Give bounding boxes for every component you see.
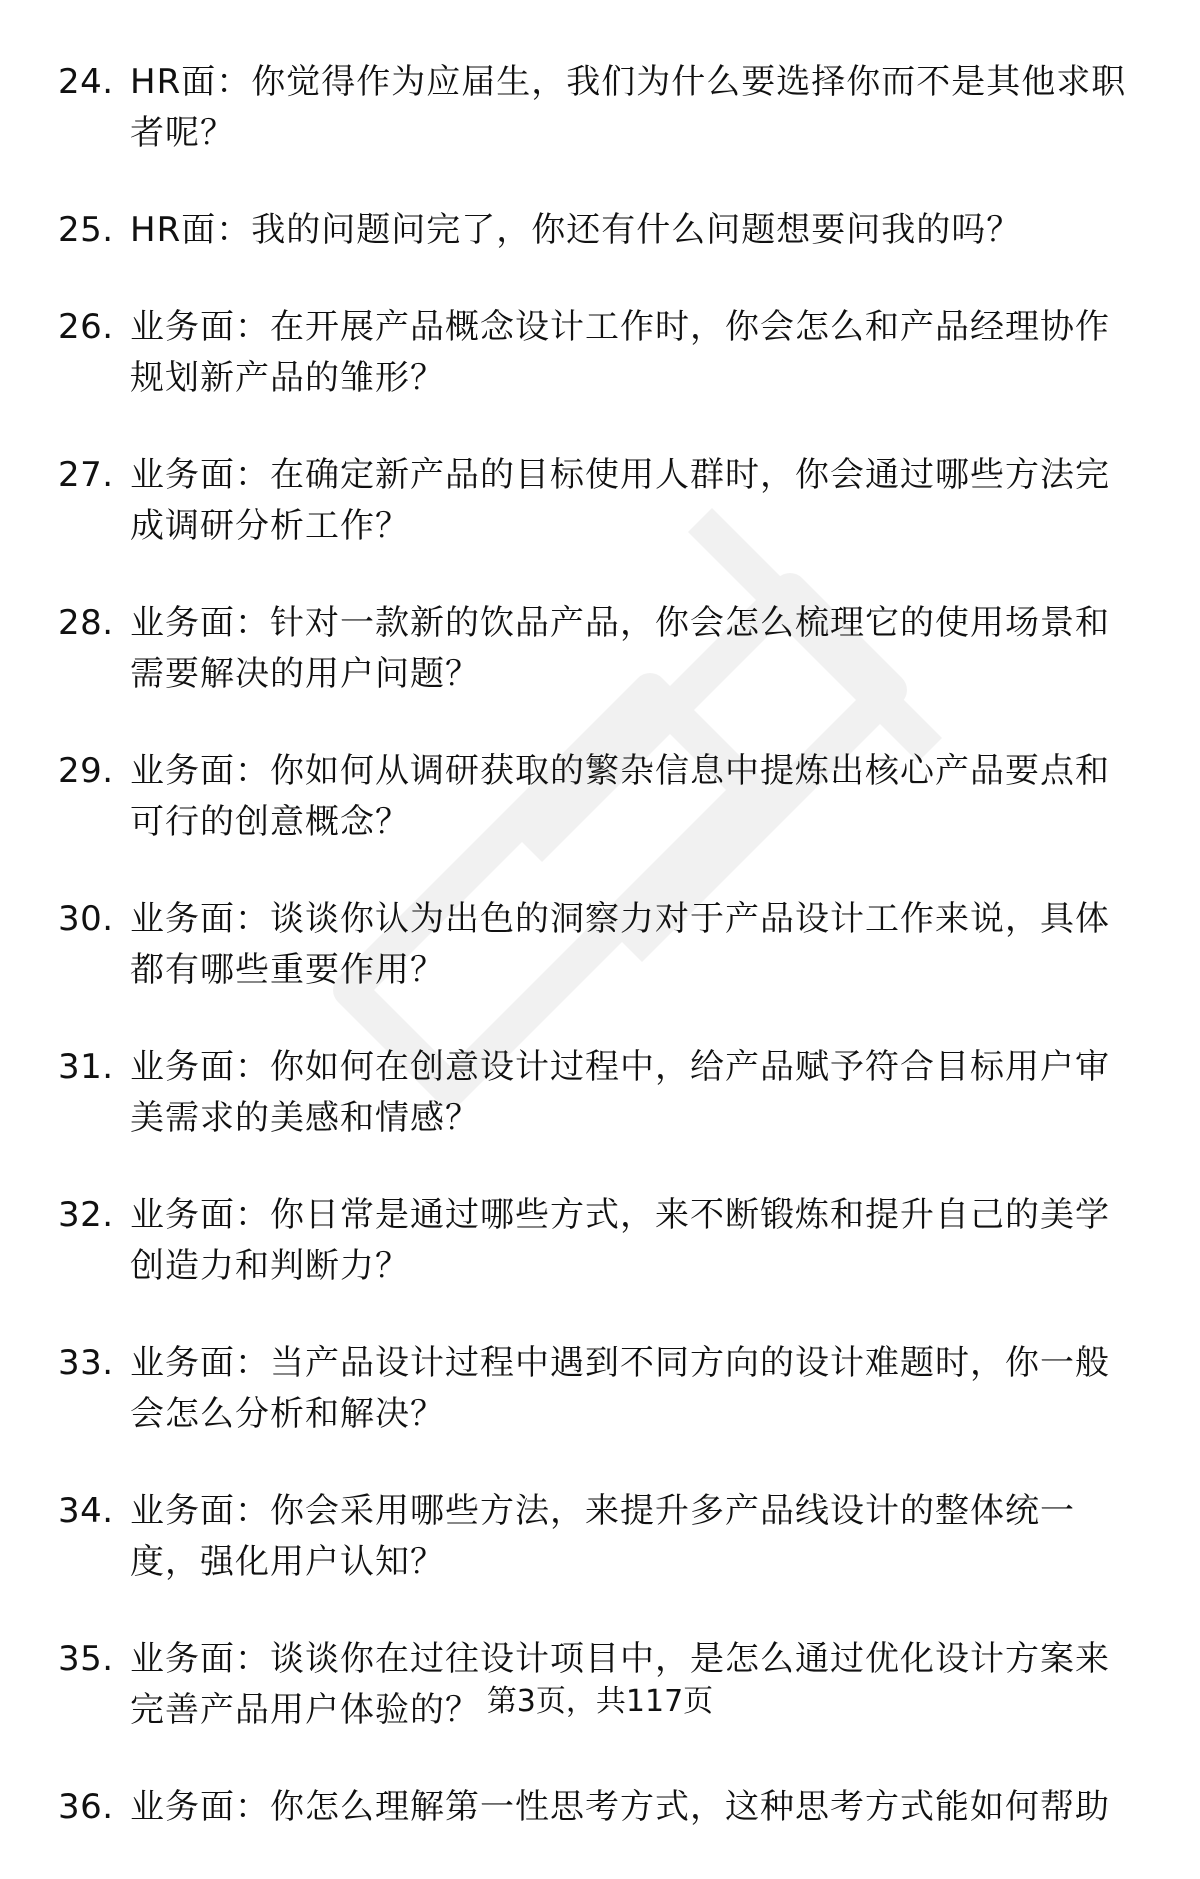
- list-item: [0, 746, 1200, 848]
- question-number: 35.: [58, 1639, 114, 1679]
- list-item: [0, 57, 1200, 159]
- question-number: 34.: [58, 1491, 114, 1531]
- list-item: [0, 1782, 1200, 1833]
- question-text: HR面：我的问题问完了，你还有什么问题想要问我的吗？: [130, 210, 1022, 250]
- question-number: 33.: [58, 1343, 114, 1383]
- question-number: 28.: [58, 603, 114, 643]
- list-item: [0, 598, 1200, 700]
- list-item: [0, 1338, 1200, 1440]
- page-footer: 第3页，共117页: [486, 1684, 714, 1719]
- list-item: [0, 894, 1200, 996]
- question-number: 30.: [58, 899, 114, 939]
- list-item: [0, 302, 1200, 404]
- question-list: [0, 57, 1200, 1879]
- list-item: [0, 1486, 1200, 1588]
- question-text: 业务面：谈谈你在过往设计项目中，是怎么通过优化设计方案来完善产品用户体验的？: [130, 1639, 1110, 1730]
- question-number: 27.: [58, 455, 114, 495]
- question-text: 业务面：在确定新产品的目标使用人群时，你会通过哪些方法完成调研分析工作？: [130, 455, 1110, 546]
- question-text: 业务面：你会采用哪些方法，来提升多产品线设计的整体统一度，强化用户认知？: [130, 1491, 1075, 1582]
- list-item: [0, 1042, 1200, 1144]
- question-number: 25.: [58, 210, 114, 250]
- question-number: 32.: [58, 1195, 114, 1235]
- list-item: [0, 1190, 1200, 1292]
- question-text: 业务面：你如何从调研获取的繁杂信息中提炼出核心产品要点和可行的创意概念？: [130, 751, 1110, 842]
- question-text: 业务面：你怎么理解第一性思考方式，这种思考方式能如何帮助: [130, 1787, 1110, 1827]
- question-text: 业务面：针对一款新的饮品产品，你会怎么梳理它的使用场景和需要解决的用户问题？: [130, 603, 1110, 694]
- question-number: 36.: [58, 1787, 114, 1827]
- question-text: 业务面：你日常是通过哪些方式，来不断锻炼和提升自己的美学创造力和判断力？: [130, 1195, 1110, 1286]
- question-number: 29.: [58, 751, 114, 791]
- question-text: 业务面：你如何在创意设计过程中，给产品赋予符合目标用户审美需求的美感和情感？: [130, 1047, 1110, 1138]
- question-text: HR面：你觉得作为应届生，我们为什么要选择你而不是其他求职者呢？: [130, 62, 1127, 153]
- question-number: 31.: [58, 1047, 114, 1087]
- list-item: [0, 205, 1200, 256]
- question-text: 业务面：谈谈你认为出色的洞察力对于产品设计工作来说，具体都有哪些重要作用？: [130, 899, 1110, 990]
- question-text: 业务面：在开展产品概念设计工作时，你会怎么和产品经理协作规划新产品的雏形？: [130, 307, 1110, 398]
- list-item: [0, 450, 1200, 552]
- question-number: 26.: [58, 307, 114, 347]
- question-text: 业务面：当产品设计过程中遇到不同方向的设计难题时，你一般会怎么分析和解决？: [130, 1343, 1110, 1434]
- question-number: 24.: [58, 62, 114, 102]
